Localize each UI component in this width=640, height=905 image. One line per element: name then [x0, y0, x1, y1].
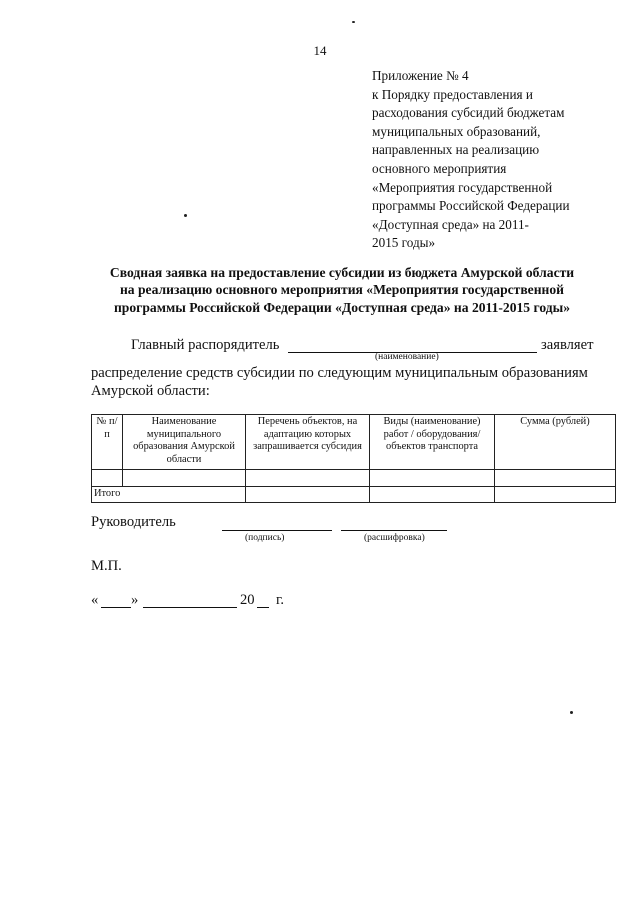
- table-cell[interactable]: [495, 487, 616, 503]
- title-line: Сводная заявка на предоставление субсидии из бюджета Амурской области: [109, 265, 575, 280]
- header-number: № п/п: [92, 415, 123, 470]
- month-field[interactable]: [143, 607, 237, 608]
- signature-label: Руководитель: [91, 514, 176, 530]
- appendix-line: 2015 годы»: [372, 235, 436, 251]
- signature-caption: (подпись): [245, 533, 285, 543]
- table-cell[interactable]: [370, 470, 495, 487]
- appendix-line: «Мероприятия государственной: [372, 179, 553, 195]
- table-header-row: [92, 415, 616, 470]
- year-field[interactable]: [257, 607, 269, 608]
- scan-speck: [352, 21, 355, 23]
- appendix-block: [372, 67, 612, 253]
- scan-speck: [184, 214, 187, 217]
- title-line: программы Российской Федерации «Доступная среда» на 2011-2015 годы»: [113, 299, 571, 315]
- date-year-prefix: 20: [240, 592, 255, 608]
- header-objects: Перечень объектов, на адаптацию которых запрашивается субсидия: [246, 415, 370, 470]
- applicant-text-line: распределение средств субсидии по следующим муниципальным образованиям: [91, 365, 588, 381]
- subsidy-table: [91, 414, 616, 503]
- table-row: [92, 470, 616, 487]
- table-cell[interactable]: [92, 470, 123, 487]
- header-work-types: Виды (наименование) работ / оборудования/ объектов транспорта: [370, 415, 495, 470]
- appendix-line: муниципальных образований,: [372, 123, 541, 139]
- document-title: [60, 264, 624, 316]
- table-cell[interactable]: [123, 470, 246, 487]
- title-line: на реализацию основного мероприятия «Мероприятия государственной: [119, 282, 565, 298]
- applicant-caption: (наименование): [375, 352, 439, 362]
- appendix-line: к Порядку предоставления и: [372, 86, 533, 102]
- applicant-suffix: заявляет: [541, 337, 594, 353]
- table-cell[interactable]: [495, 470, 616, 487]
- appendix-line: программы Российской Федерации: [372, 198, 570, 214]
- appendix-line: основного мероприятия: [372, 160, 507, 176]
- table-cell[interactable]: [370, 487, 495, 503]
- stamp-label: М.П.: [91, 558, 122, 574]
- decode-caption: (расшифровка): [364, 533, 425, 543]
- applicant-text-line: Амурской области:: [91, 383, 210, 399]
- header-amount: Сумма (рублей): [495, 415, 616, 470]
- appendix-line: Приложение № 4: [372, 68, 469, 83]
- appendix-line: направленных на реализацию: [372, 142, 540, 158]
- date-open-quote: «: [91, 592, 99, 608]
- scan-speck: [570, 711, 573, 714]
- signature-field[interactable]: [222, 530, 332, 531]
- header-municipality: Наименование муниципального образования Амурской области: [123, 415, 246, 470]
- total-label: Итого: [92, 487, 246, 503]
- applicant-label: Главный распорядитель: [131, 337, 280, 353]
- decode-field[interactable]: [341, 530, 447, 531]
- day-field[interactable]: [101, 607, 131, 608]
- table-total-row: [92, 487, 616, 503]
- date-close-quote: »: [131, 592, 139, 608]
- appendix-line: «Доступная среда» на 2011-: [372, 216, 529, 232]
- date-year-suffix: г.: [276, 592, 284, 608]
- table-cell[interactable]: [246, 470, 370, 487]
- page-number: 14: [313, 43, 327, 58]
- table-cell[interactable]: [246, 487, 370, 503]
- appendix-line: расходования субсидий бюджетам: [372, 105, 565, 121]
